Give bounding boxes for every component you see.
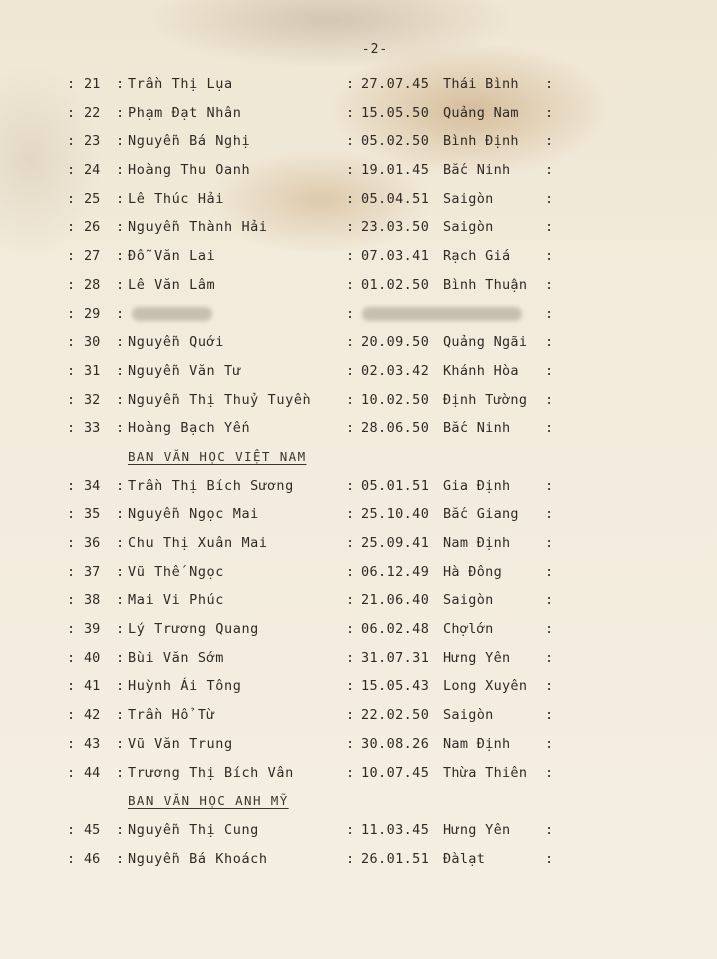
column-separator: : (346, 535, 355, 551)
student-name: Nguyễn Bá Nghị (128, 133, 251, 150)
column-separator: : (346, 707, 355, 724)
column-separator: : (116, 133, 125, 150)
birth-date: 11.03.45 (361, 821, 430, 838)
column-separator: : (545, 162, 554, 179)
birth-date: 27.07.45 (361, 76, 430, 92)
column-separator: : (346, 506, 355, 523)
birth-place: Quảng Ngãi (443, 334, 528, 351)
column-separator: : (67, 104, 76, 121)
column-separator: : (67, 535, 76, 551)
column-separator: : (346, 621, 355, 638)
column-separator: : (116, 362, 125, 379)
birth-date: 20.09.50 (361, 334, 430, 351)
birth-date: 30.08.26 (361, 735, 430, 752)
column-separator: : (116, 707, 125, 724)
birth-place: Hưng Yên (443, 821, 511, 838)
list-row (0, 300, 717, 329)
column-separator: : (116, 219, 125, 236)
student-name: Nguyễn Ngọc Mai (128, 506, 259, 523)
birth-date: 02.03.42 (361, 362, 430, 379)
student-name: Bùi Văn Sớm (128, 649, 225, 666)
page-number: -2- (361, 42, 389, 57)
section-heading (0, 443, 717, 472)
column-separator: : (67, 334, 76, 351)
column-separator: : (116, 592, 125, 609)
column-separator: : (545, 276, 554, 293)
row-number: 44 (84, 764, 101, 781)
column-separator: : (346, 162, 355, 179)
birth-date: 05.01.51 (361, 477, 430, 494)
column-separator: : (346, 735, 355, 752)
birth-place: Gia Định (443, 477, 511, 494)
column-separator: : (545, 764, 554, 781)
list-row (0, 328, 717, 357)
birth-place: Hà Đông (443, 563, 502, 580)
birth-place: Bình Thuận (443, 276, 528, 293)
list-row (0, 127, 717, 156)
list-row (0, 156, 717, 185)
student-name: Trần Thị Lụa (128, 76, 233, 92)
list-row (0, 414, 717, 443)
column-separator: : (346, 219, 355, 236)
list-row (0, 701, 717, 730)
student-name: Nguyễn Thị Cung (128, 821, 259, 838)
birth-date: 21.06.40 (361, 592, 430, 609)
student-name: Vũ Văn Trung (128, 735, 233, 752)
birth-date: 22.02.50 (361, 707, 430, 724)
birth-place: Chợlớn (443, 621, 494, 638)
row-number: 35 (84, 506, 101, 523)
column-separator: : (67, 219, 76, 236)
birth-date: 05.04.51 (361, 190, 430, 207)
student-name: Nguyễn Văn Tư (128, 362, 242, 379)
birth-place: Nam Định (443, 535, 511, 551)
list-row (0, 816, 717, 845)
birth-place: Đàlạt (443, 850, 486, 867)
column-separator: : (116, 305, 125, 322)
row-number: 30 (84, 334, 101, 351)
column-separator: : (346, 850, 355, 867)
student-name: Hoàng Bạch Yến (128, 420, 251, 437)
row-number: 25 (84, 190, 101, 207)
list-row (0, 529, 717, 558)
column-separator: : (346, 76, 355, 92)
birth-place: Định Tường (443, 391, 528, 408)
row-number: 22 (84, 104, 101, 121)
row-number: 28 (84, 276, 101, 293)
section-heading (0, 787, 717, 816)
birth-date: 26.01.51 (361, 850, 430, 867)
student-name: Hoàng Thu Oanh (128, 162, 251, 179)
list-row (0, 586, 717, 615)
birth-place: Nam Định (443, 735, 511, 752)
list-row (0, 845, 717, 874)
column-separator: : (116, 276, 125, 293)
list-row (0, 271, 717, 300)
column-separator: : (346, 563, 355, 580)
column-separator: : (346, 334, 355, 351)
student-name: Nguyễn Thị Thuỷ Tuyền (128, 391, 312, 408)
column-separator: : (346, 391, 355, 408)
birth-date: 23.03.50 (361, 219, 430, 236)
row-number: 45 (84, 821, 101, 838)
birth-place: Khánh Hòa (443, 362, 519, 379)
column-separator: : (545, 248, 554, 265)
row-number: 40 (84, 649, 101, 666)
birth-date: 25.09.41 (361, 535, 430, 551)
row-number: 37 (84, 563, 101, 580)
student-name: Lý Trương Quang (128, 621, 259, 638)
row-number: 34 (84, 477, 101, 494)
column-separator: : (67, 190, 76, 207)
column-separator: : (545, 621, 554, 638)
list-row (0, 386, 717, 415)
birth-place: Bắc Ninh (443, 420, 511, 437)
column-separator: : (67, 621, 76, 638)
column-separator: : (346, 362, 355, 379)
list-row (0, 70, 717, 99)
column-separator: : (116, 850, 125, 867)
birth-place: Rạch Giá (443, 248, 511, 265)
student-name: Đỗ Văn Lai (128, 248, 216, 265)
column-separator: : (346, 276, 355, 293)
section-heading-text: BAN VĂN HỌC ANH MỸ (128, 793, 289, 809)
column-separator: : (545, 535, 554, 551)
student-name: Nguyễn Thành Hải (128, 219, 268, 236)
column-separator: : (545, 592, 554, 609)
birth-place: Bắc Giang (443, 506, 519, 523)
column-separator: : (67, 764, 76, 781)
column-separator: : (67, 592, 76, 609)
column-separator: : (545, 334, 554, 351)
birth-date: 25.10.40 (361, 506, 430, 523)
column-separator: : (116, 420, 125, 437)
column-separator: : (346, 821, 355, 838)
birth-date: 01.02.50 (361, 276, 430, 293)
column-separator: : (67, 362, 76, 379)
list-row (0, 759, 717, 788)
student-name: Trương Thị Bích Vân (128, 764, 294, 781)
column-separator: : (67, 477, 76, 494)
birth-date: 31.07.31 (361, 649, 430, 666)
list-row (0, 357, 717, 386)
row-number: 29 (84, 305, 101, 322)
column-separator: : (545, 821, 554, 838)
student-name: Trần Thị Bích Sương (128, 477, 294, 494)
column-separator: : (116, 764, 125, 781)
birth-date: 10.07.45 (361, 764, 430, 781)
birth-date: 06.02.48 (361, 621, 430, 638)
row-number: 46 (84, 850, 101, 867)
row-number: 24 (84, 162, 101, 179)
column-separator: : (116, 334, 125, 351)
birth-place: Saigòn (443, 190, 494, 207)
column-separator: : (116, 190, 125, 207)
list-row (0, 242, 717, 271)
column-separator: : (346, 477, 355, 494)
column-separator: : (67, 707, 76, 724)
column-separator: : (116, 391, 125, 408)
birth-date: 19.01.45 (361, 162, 430, 179)
column-separator: : (67, 649, 76, 666)
column-separator: : (346, 420, 355, 437)
row-number: 42 (84, 707, 101, 724)
list-row (0, 500, 717, 529)
row-number: 41 (84, 678, 101, 695)
column-separator: : (67, 420, 76, 437)
column-separator: : (346, 592, 355, 609)
birth-place: Saigòn (443, 707, 494, 724)
column-separator: : (116, 76, 125, 92)
row-number: 38 (84, 592, 101, 609)
ink-smudge (362, 307, 522, 321)
column-separator: : (545, 506, 554, 523)
birth-place: Saigòn (443, 592, 494, 609)
birth-date: 06.12.49 (361, 563, 430, 580)
column-separator: : (545, 707, 554, 724)
birth-place: Saigòn (443, 219, 494, 236)
column-separator: : (545, 219, 554, 236)
column-separator: : (545, 850, 554, 867)
student-name: Lê Thúc Hải (128, 190, 225, 207)
birth-date: 28.06.50 (361, 420, 430, 437)
student-name: Chu Thị Xuân Mai (128, 535, 268, 551)
column-separator: : (67, 735, 76, 752)
column-separator: : (545, 133, 554, 150)
column-separator: : (67, 850, 76, 867)
column-separator: : (116, 535, 125, 551)
row-number: 31 (84, 362, 101, 379)
list-row (0, 99, 717, 128)
student-name: Mai Vi Phúc (128, 592, 225, 609)
row-number: 21 (84, 76, 101, 92)
column-separator: : (116, 506, 125, 523)
column-separator: : (67, 76, 76, 92)
ink-smudge (132, 307, 212, 321)
column-separator: : (346, 248, 355, 265)
birth-place: Bình Định (443, 133, 519, 150)
column-separator: : (346, 649, 355, 666)
column-separator: : (116, 821, 125, 838)
column-separator: : (545, 649, 554, 666)
birth-place: Bắc Ninh (443, 162, 511, 179)
column-separator: : (67, 305, 76, 322)
column-separator: : (116, 563, 125, 580)
birth-place: Hưng Yên (443, 649, 511, 666)
list-row (0, 672, 717, 701)
section-heading-text: BAN VĂN HỌC VIỆT NAM (128, 448, 307, 464)
column-separator: : (545, 420, 554, 437)
column-separator: : (116, 248, 125, 265)
student-name: Phạm Đạt Nhân (128, 104, 242, 121)
column-separator: : (545, 305, 554, 322)
column-separator: : (545, 391, 554, 408)
column-separator: : (67, 162, 76, 179)
column-separator: : (545, 678, 554, 695)
list-row (0, 472, 717, 501)
student-name: Vũ Thế Ngọc (128, 563, 225, 580)
birth-place: Thừa Thiên (443, 764, 528, 781)
birth-date: 05.02.50 (361, 133, 430, 150)
column-separator: : (67, 133, 76, 150)
column-separator: : (346, 190, 355, 207)
column-separator: : (116, 621, 125, 638)
column-separator: : (346, 764, 355, 781)
row-number: 43 (84, 735, 101, 752)
row-number: 27 (84, 248, 101, 265)
list-row (0, 213, 717, 242)
column-separator: : (67, 821, 76, 838)
column-separator: : (545, 362, 554, 379)
row-number: 23 (84, 133, 101, 150)
column-separator: : (67, 563, 76, 580)
column-separator: : (346, 133, 355, 150)
birth-place: Thái Bình (443, 76, 519, 92)
birth-date: 15.05.50 (361, 104, 430, 121)
column-separator: : (116, 162, 125, 179)
column-separator: : (545, 563, 554, 580)
list-row (0, 558, 717, 587)
column-separator: : (67, 506, 76, 523)
column-separator: : (116, 678, 125, 695)
column-separator: : (116, 477, 125, 494)
column-separator: : (346, 104, 355, 121)
student-name: Nguyễn Quới (128, 334, 225, 351)
list-row (0, 730, 717, 759)
student-name: Nguyễn Bá Khoách (128, 850, 268, 867)
birth-date: 07.03.41 (361, 248, 430, 265)
list-row (0, 644, 717, 673)
student-name: Huỳnh Ái Tông (128, 678, 242, 695)
column-separator: : (116, 735, 125, 752)
row-number: 39 (84, 621, 101, 638)
column-separator: : (346, 305, 355, 322)
column-separator: : (67, 276, 76, 293)
student-list (0, 70, 717, 873)
row-number: 26 (84, 219, 101, 236)
column-separator: : (545, 104, 554, 121)
column-separator: : (346, 678, 355, 695)
student-name: Trần Hổ Từ (128, 707, 216, 724)
birth-date: 10.02.50 (361, 391, 430, 408)
row-number: 36 (84, 535, 101, 551)
row-number: 32 (84, 391, 101, 408)
column-separator: : (545, 190, 554, 207)
column-separator: : (67, 678, 76, 695)
birth-place: Quảng Nam (443, 104, 519, 121)
column-separator: : (67, 248, 76, 265)
column-separator: : (116, 104, 125, 121)
row-number: 33 (84, 420, 101, 437)
column-separator: : (67, 391, 76, 408)
column-separator: : (545, 477, 554, 494)
column-separator: : (545, 735, 554, 752)
student-name: Lê Văn Lâm (128, 276, 216, 293)
column-separator: : (545, 76, 554, 92)
list-row (0, 185, 717, 214)
birth-date: 15.05.43 (361, 678, 430, 695)
column-separator: : (116, 649, 125, 666)
birth-place: Long Xuyên (443, 678, 528, 695)
list-row (0, 615, 717, 644)
